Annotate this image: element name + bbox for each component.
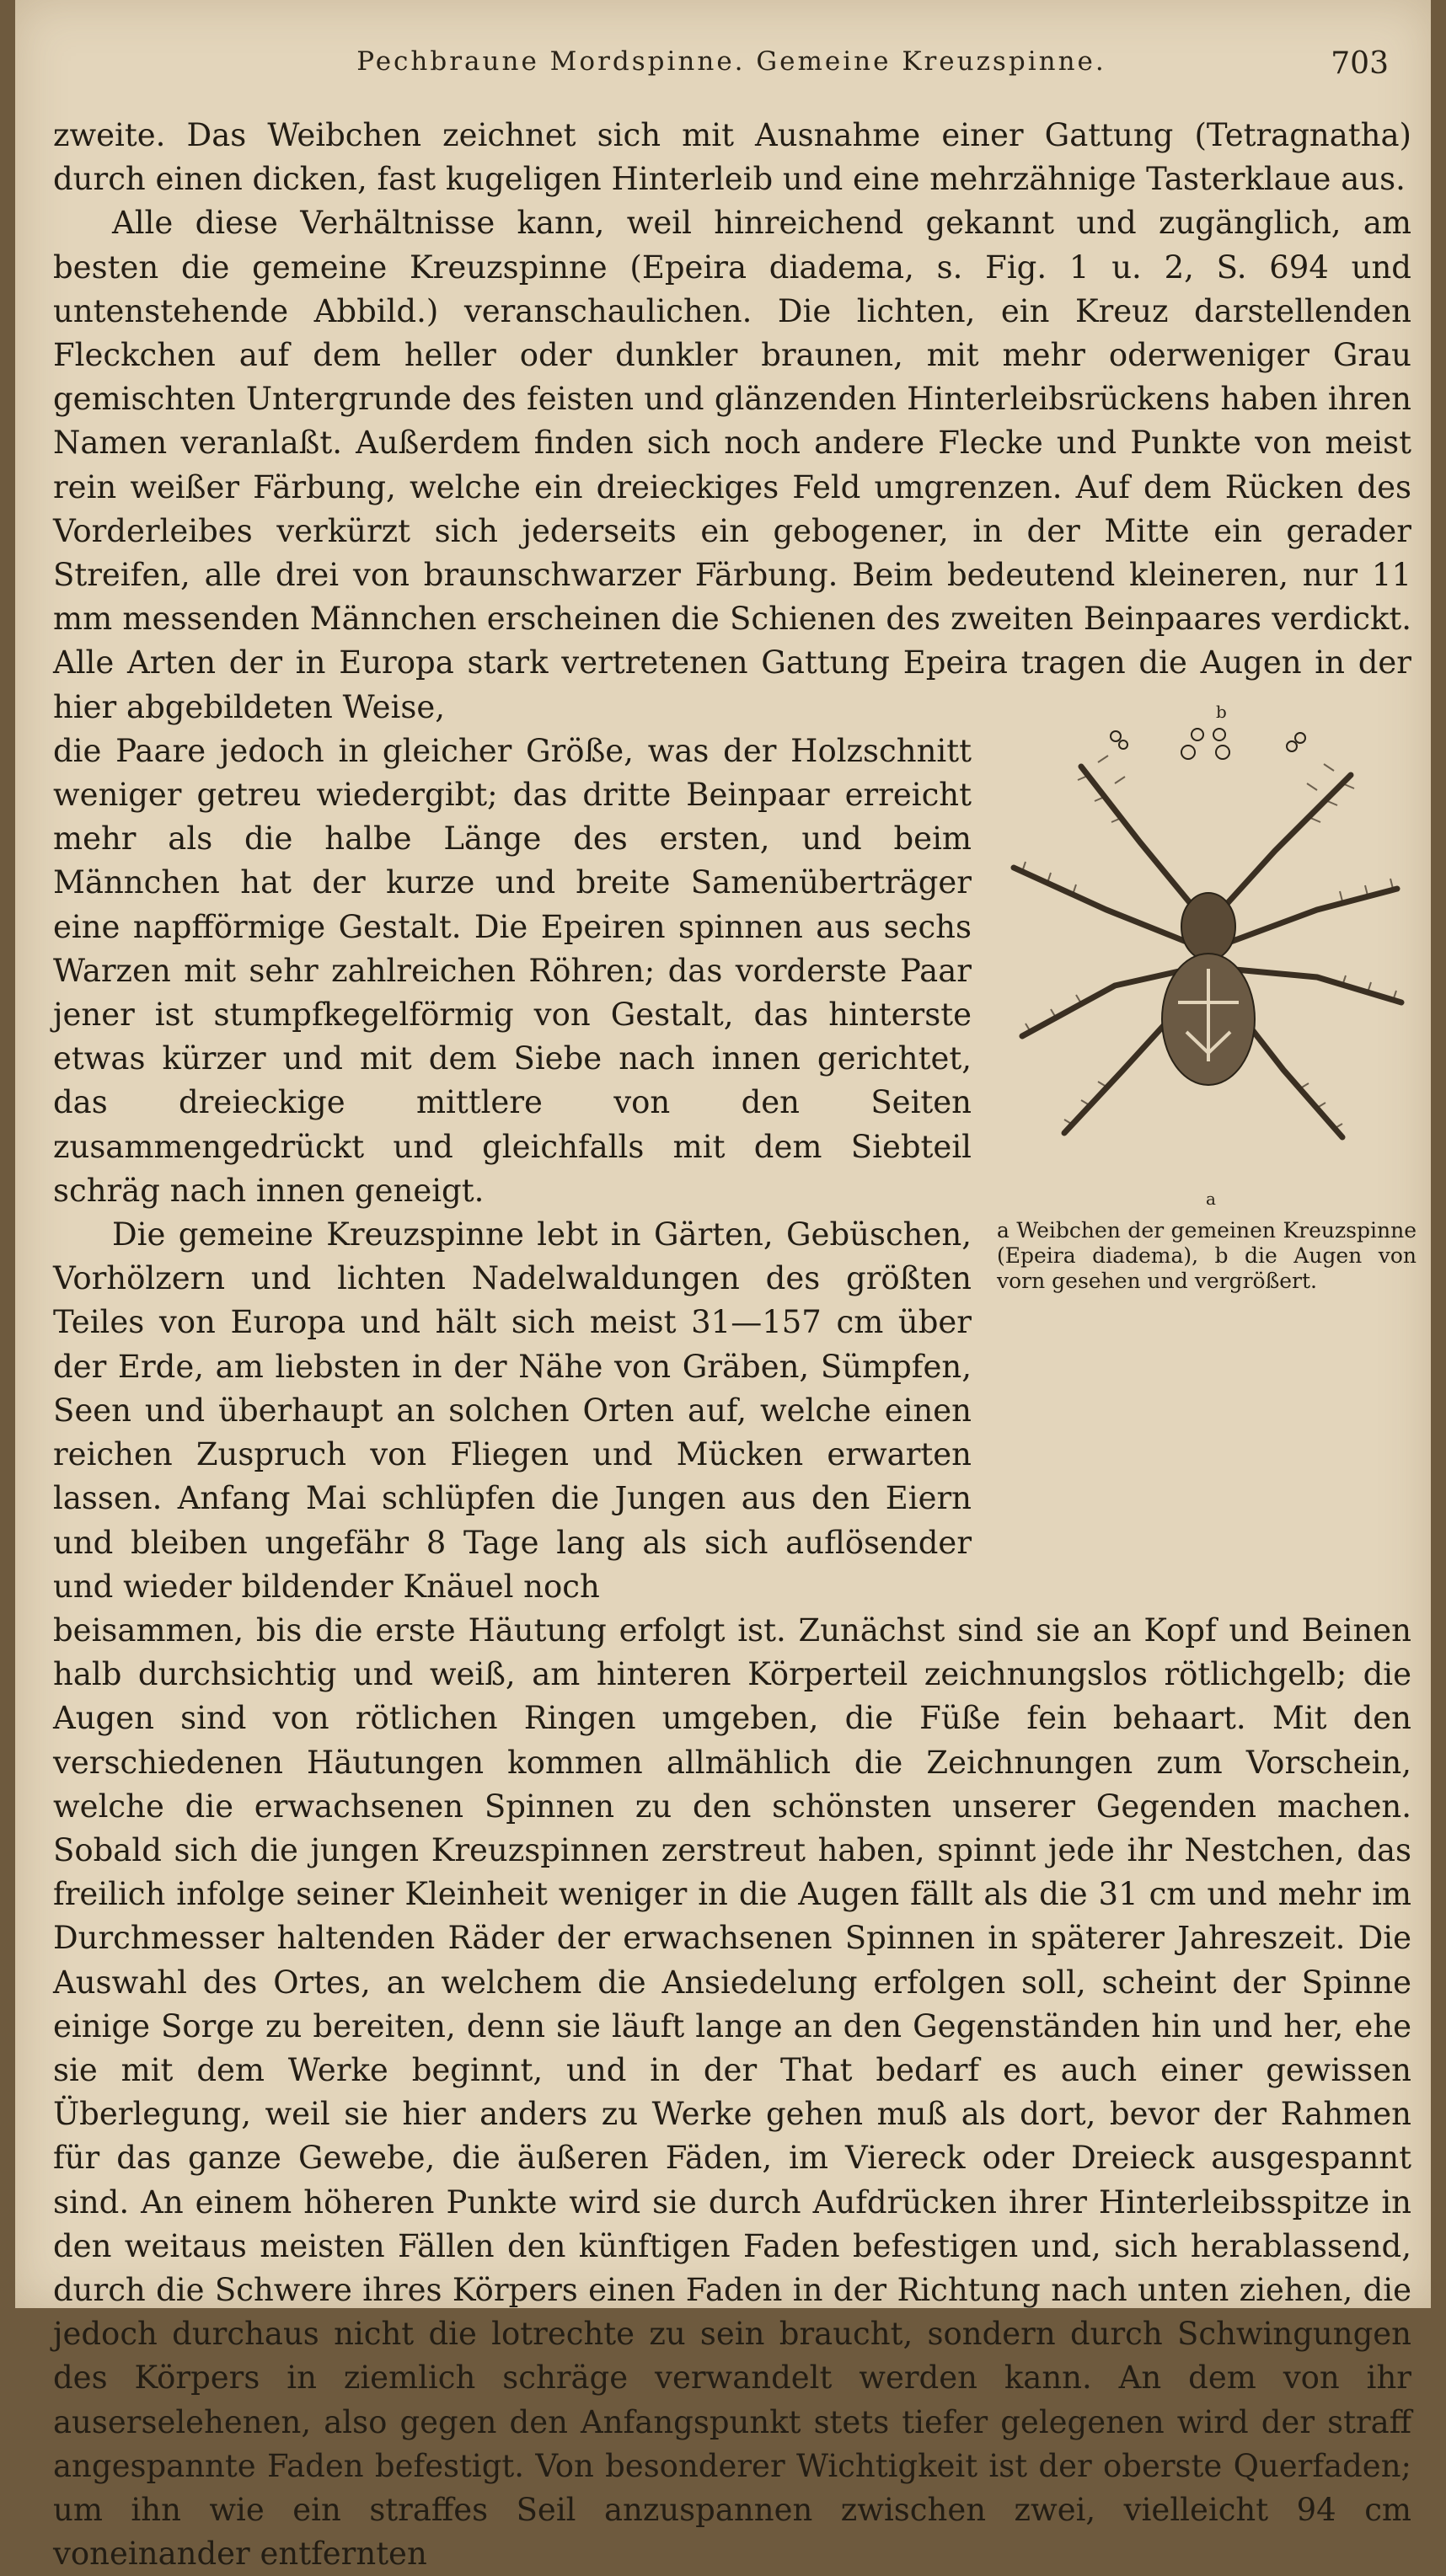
page-body (53, 114, 1411, 2576)
figure-caption: a Weibchen der gemeinen Kreuzspinne (Epeira diadema), b die Augen von vorn gesehen und vergrößert. (997, 1218, 1417, 1293)
paragraph-3: Die gemeine Kreuzspinne lebt in Gärten, Gebüschen, Vorhölzern und lichten Nadelwaldungen des größten Teiles von Europa und hält sich meist 31—157 cm über der Erde, am liebsten in der Nähe von Gräben, Sümpfen, Seen und überhaupt an solchen Orten auf, welche einen reichen Zuspruch von Fliegen und Mücken erwarten lassen. Anfang Mai schlüpfen die Jungen aus den Eiern und bleiben ungefähr 8 Tage lang als sich auflösender und wieder bildender Knäuel noch (53, 1216, 972, 1605)
eyes-diagram (1111, 729, 1305, 759)
paragraph-1: zweite. Das Weibchen zeichnet sich mit Ausnahme einer Gattung (Tetragnatha) durch einen dicken, fast kugeligen Hinterleib und eine mehrzähnige Tasterklaue aus. (53, 117, 1411, 198)
paragraph-2-continued: die Paare jedoch in gleicher Größe, was der Holzschnitt weniger getreu wiedergibt; das dritte Beinpaar erreicht mehr als die halbe Länge des ersten, und beim Männchen hat der kurze und breite Samenüberträger eine napfförmige Gestalt. Die Epeiren spinnen aus sechs Warzen mit sehr zahlreichen Röhren; das vorderste Paar jener ist stumpfkegelförmig von Gestalt, das hinterste etwas kürzer und mit dem Siebe nach innen gerichtet, das dreieckige mittlere von den Seiten zusammengedrückt und gleichfalls mit dem Siebteil schräg nach innen geneigt. (53, 732, 972, 1209)
book-page (15, 0, 1431, 2573)
paragraph-2: Alle diese Verhältnisse kann, weil hinreichend gekannt und zugänglich, am besten die gemeine Kreuzspinne (Epeira diadema, s. Fig. 1 u. 2, S. 694 und untenstehende Abbild.) veranschaulichen. Die lichten, ein Kreuz darstellenden Fleckchen auf dem heller oder dunkler braunen, mit mehr oderweniger Grau gemischten Untergrunde des feisten und glänzenden Hinterleibsrückens haben ihren Namen veranlaßt. Außerdem finden sich noch andere Flecke und Punkte von meist rein weißer Färbung, welche ein dreieckiges Feld umgrenzen. Auf dem Rücken des Vorderleibes verkürzt sich jederseits ein gebogener, in der Mitte ein gerader Streifen, alle drei von braunschwarzer Färbung. Beim bedeutend kleineren, nur 11 mm messenden Männchen erscheinen die Schienen des zweiten Beinpaares verdickt. Alle Arten der in Europa stark vertretenen Gattung Epeira tragen die Augen in der hier abgebildeten Weise, (53, 205, 1411, 725)
running-title: Pechbraune Mordspinne. Gemeine Kreuzspinne. (356, 46, 1106, 77)
spider-figure (997, 699, 1417, 1294)
page-number: 703 (1331, 46, 1389, 81)
spider-illustration (997, 699, 1417, 1213)
figure-label-b: b (1216, 702, 1227, 722)
spider-cephalothorax (1181, 893, 1235, 960)
paragraph-3-continued: beisammen, bis die erste Häutung erfolgt ist. Zunächst sind sie an Kopf und Beinen halb durchsichtig und weiß, am hinteren Körperteil zeichnungslos rötlichgelb; die Augen sind von rötlichen Ringen umgeben, die Füße fein behaart. Mit den verschiedenen Häutungen kommen allmählich die Zeichnungen zum Vorschein, welche die erwachsenen Spinnen zu den schönsten unserer Gegenden machen. Sobald sich die jungen Kreuzspinnen zerstreut haben, spinnt jede ihr Nestchen, das freilich infolge seiner Kleinheit weniger in die Augen fällt als die 31 cm und mehr im Durchmesser haltenden Räder der erwachsenen Spinnen in späterer Jahreszeit. Die Auswahl des Ortes, an welchem die Ansiedelung erfolgen soll, scheint der Spinne einige Sorge zu bereiten, denn sie läuft lange an den Gegenständen hin und her, ehe sie mit dem Werke beginnt, und in der That bedarf es auch einer gewissen Überlegung, weil sie hier anders zu Werke gehen muß als dort, bevor der Rahmen für das ganze Gewebe, die äußeren Fäden, im Viereck oder Dreieck ausgespannt sind. An einem höheren Punkte wird sie durch Aufdrücken ihrer Hinterleibsspitze in den weitaus meisten Fällen den künftigen Faden befestigen und, sich herablassend, durch die Schwere ihres Körpers einen Faden in der Richtung nach unten ziehen, die jedoch durchaus nicht die lotrechte zu sein braucht, sondern durch Schwingungen des Körpers in ziemlich schräge verwandelt werden kann. An dem von ihr auserselehenen, also gegen den Anfangspunkt stets tiefer gelegenen wird der straff angespannte Faden befestigt. Von besonderer Wichtigkeit ist der oberste Querfaden; um ihn wie ein straffes Seil anzuspannen zwischen zwei, vielleicht 94 cm voneinander entfernten (53, 1611, 1411, 2573)
figure-label-a: a (1206, 1189, 1216, 1209)
